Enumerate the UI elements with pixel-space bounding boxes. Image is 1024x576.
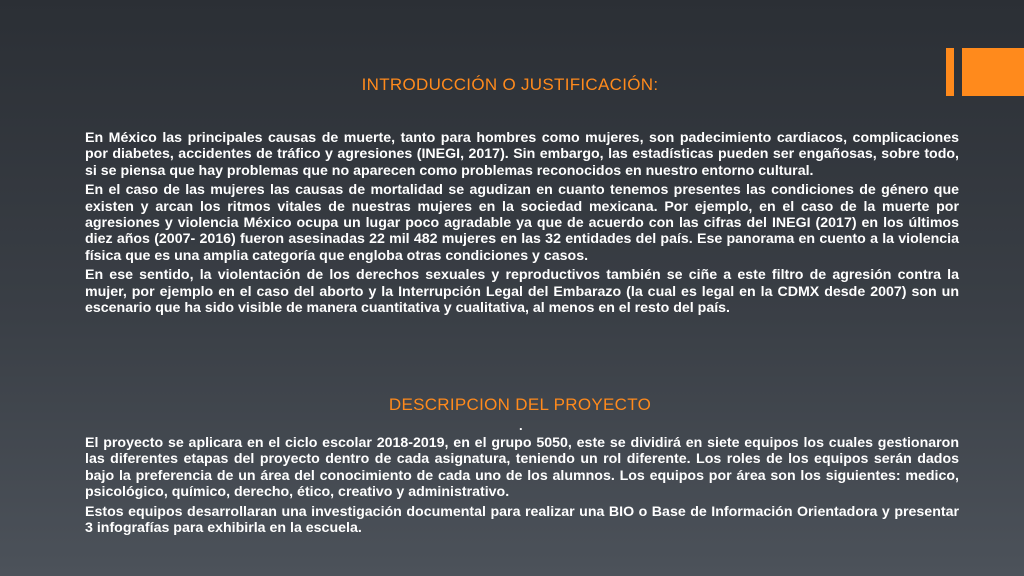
section-body-introduccion	[85, 130, 959, 319]
paragraph: En ese sentido, la violentación de los derechos sexuales y reproductivos también se ciñe a este filtro de agresión contra la mujer, por ejemplo en el caso del aborto y la Interrupción Legal del Embarazo (la cual es legal en la CDMX desde 2007) son un escenario que ha sido visible de manera cuantitativa y cualitativa, al menos en el resto del país.	[85, 267, 959, 317]
paragraph: En el caso de las mujeres las causas de mortalidad se agudizan en cuanto tenemos presentes las condiciones de género que existen y arcan los ritmos vitales de nuestras mujeres en la sociedad mexicana. Por ejemplo, en el caso de la muerte por agresiones y violencia México ocupa un lugar poco agradable ya que de acuerdo con las cifras del INEGI (2017) en los últimos diez años (2007- 2016) fueron asesinadas 22 mil 482 mujeres en las 32 entidades del país. Ese panorama en cuento a la violencia física que es una amplia categoría que engloba otras condiciones y casos.	[85, 182, 959, 264]
section-title-introduccion: INTRODUCCIÓN O JUSTIFICACIÓN:	[361, 75, 659, 94]
title-dot: .	[519, 418, 523, 433]
section-title-descripcion: DESCRIPCION DEL PROYECTO	[388, 395, 652, 414]
paragraph: Estos equipos desarrollaran una investigación documental para realizar una BIO o Base de Información Orientadora y presentar 3 infografías para exhibirla en la escuela.	[85, 503, 959, 537]
paragraph: En México las principales causas de muerte, tanto para hombres como mujeres, son padecimiento cardiacos, complicaciones por diabetes, accidentes de tráfico y agresiones (INEGI, 2017). Sin embargo, las estadísticas pueden ser engañosas, sobre todo, si se piensa que hay problemas que no aparecen como problemas reconocidos en nuestro entorno cultural.	[85, 130, 959, 179]
paragraph: El proyecto se aplicara en el ciclo escolar 2018-2019, en el grupo 5050, este se dividirá en siete equipos los cuales gestionaron las diferentes etapas del proyecto dentro de cada asignatura, teniendo un rol diferente. Los roles de los equipos serán dados bajo la preferencia de un área del conocimiento de cada uno de los alumnos. Los equipos por área son los siguientes: medico, psicológico, químico, derecho, ético, creativo y administrativo.	[85, 435, 959, 501]
section-body-descripcion	[85, 435, 959, 539]
